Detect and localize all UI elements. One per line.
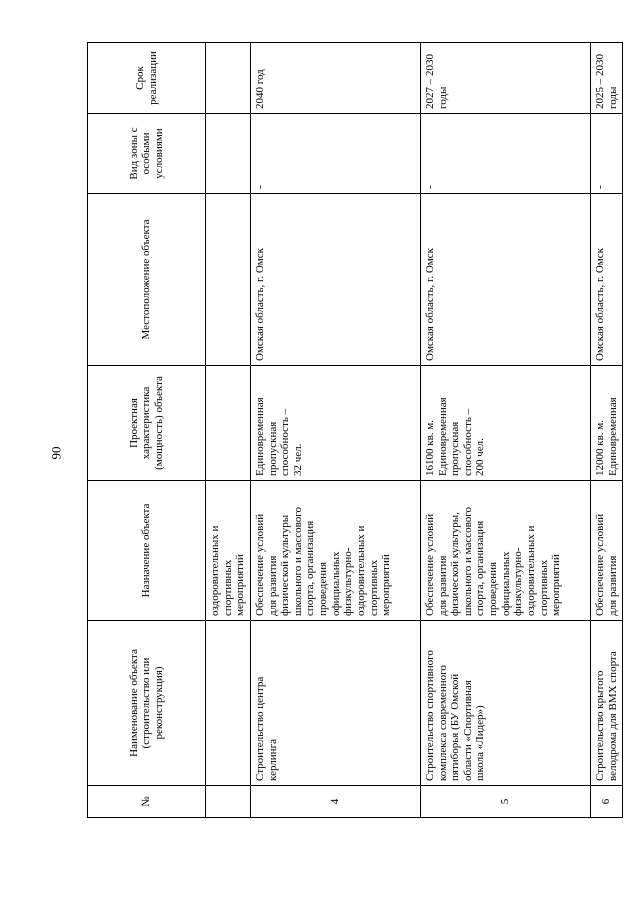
table-rotation-wrapper: [87, 43, 619, 818]
cell-empty: [206, 194, 251, 366]
page-number-container: [36, 0, 76, 905]
cell-term: 2027 – 2030 годы: [420, 43, 590, 114]
cell-zone: -: [420, 114, 590, 194]
cell-empty: [206, 786, 251, 818]
table-header-row: [88, 43, 206, 818]
cell-purpose: Обеспечение условий для развития: [590, 481, 622, 621]
cell-purpose-continuation: оздоровительных и спортивных мероприятий: [206, 481, 251, 621]
cell-location: Омская область, г. Омск: [590, 194, 622, 366]
table-row: [590, 43, 622, 818]
cell-purpose: Обеспечение условий для развития физической культуры, школьного и массового спорта, организация проведения официальных физкультурно- оздоровительных и спортивных мероприятий: [420, 481, 590, 621]
cell-zone: -: [250, 114, 420, 194]
cell-name: Строительство спортивного комплекса современного пятиборья (БУ Омской области «Спортивная школа «Лидер»): [420, 621, 590, 786]
cell-purpose: Обеспечение условий для развития физической культуры школьного и массового спорта, организация проведения официальных физкультурно- оздоровительных и спортивных мероприятий: [250, 481, 420, 621]
cell-empty: [206, 43, 251, 114]
cell-location: Омская область, г. Омск: [420, 194, 590, 366]
table-row-continuation: [206, 43, 251, 818]
page-number: 90: [48, 446, 63, 459]
cell-num: 6: [590, 786, 622, 818]
cell-zone: -: [590, 114, 622, 194]
cell-empty: [206, 621, 251, 786]
cell-num: 4: [250, 786, 420, 818]
header-name: Наименование объекта (строительство или реконструкция): [88, 621, 206, 786]
table-container: [87, 43, 619, 818]
header-num: №: [88, 786, 206, 818]
cell-empty: [206, 114, 251, 194]
table-row: [250, 43, 420, 818]
cell-capacity: 16100 кв. м. Единовременная пропускная способность – 200 чел.: [420, 366, 590, 481]
table-row: [420, 43, 590, 818]
cell-location: Омская область, г. Омск: [250, 194, 420, 366]
objects-table: [87, 42, 623, 818]
header-purpose: Назначение объекта: [88, 481, 206, 621]
cell-name: Строительство центра керлинга: [250, 621, 420, 786]
cell-term: 2025 – 2030 годы: [590, 43, 622, 114]
cell-name: Строительство крытого велодрома для ВМХ спорта: [590, 621, 622, 786]
header-term: Срок реализации: [88, 43, 206, 114]
cell-empty: [206, 366, 251, 481]
header-capacity: Проектная характеристика (мощность) объекта: [88, 366, 206, 481]
cell-capacity: Единовременная пропускная способность – 32 чел.: [250, 366, 420, 481]
cell-capacity: 12000 кв. м. Единовременная: [590, 366, 622, 481]
header-zone: Вид зоны с особыми условиями: [88, 114, 206, 194]
header-location: Местоположение объекта: [88, 194, 206, 366]
cell-term: 2040 год: [250, 43, 420, 114]
cell-num: 5: [420, 786, 590, 818]
